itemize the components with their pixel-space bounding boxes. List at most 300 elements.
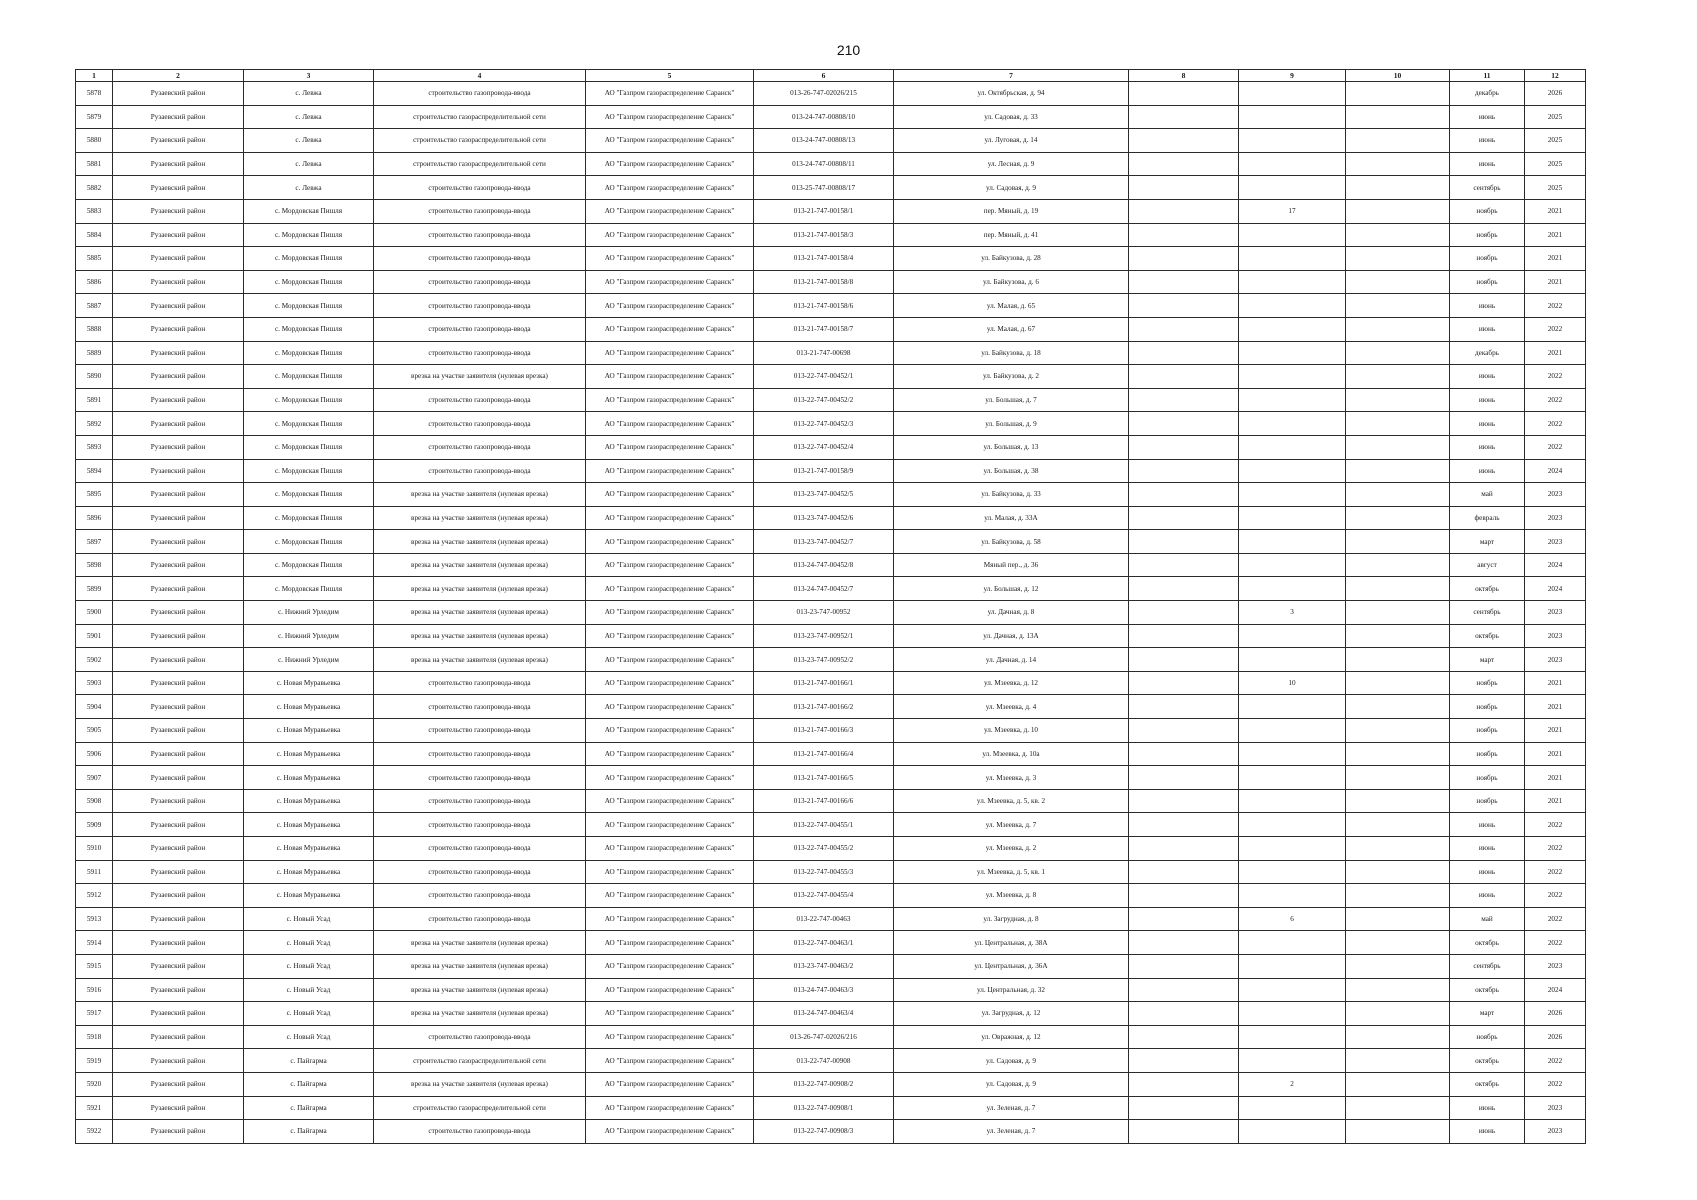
table-cell-col-3: с. Новая Муравьевка bbox=[244, 766, 374, 790]
table-cell-col-8 bbox=[1129, 1002, 1239, 1026]
table-cell-col-10 bbox=[1346, 884, 1450, 908]
table-cell-col-11: июнь bbox=[1450, 1120, 1525, 1144]
table-row bbox=[76, 82, 1586, 106]
table-cell-col-3: с. Новый Усад bbox=[244, 954, 374, 978]
table-cell-col-5: АО "Газпром газораспределение Саранск" bbox=[586, 412, 754, 436]
table-row bbox=[76, 1120, 1586, 1144]
table-cell-col-10 bbox=[1346, 294, 1450, 318]
table-cell-col-4: врезка на участке заявителя (нулевая врезка) bbox=[374, 931, 586, 955]
table-cell-col-6: 013-21-747-00698 bbox=[754, 341, 894, 365]
table-cell-col-11: сентябрь bbox=[1450, 176, 1525, 200]
table-cell-col-7: ул. Загрудная, д. 12 bbox=[894, 1002, 1129, 1026]
table-cell-col-8 bbox=[1129, 483, 1239, 507]
table-cell-col-2: Рузаевский район bbox=[113, 671, 244, 695]
table-cell-col-5: АО "Газпром газораспределение Саранск" bbox=[586, 1002, 754, 1026]
table-cell-col-7: ул. Малая, д. 67 bbox=[894, 317, 1129, 341]
table-cell-col-4: врезка на участке заявителя (нулевая врезка) bbox=[374, 624, 586, 648]
table-cell-col-8 bbox=[1129, 1072, 1239, 1096]
table-cell-col-7: пер. Мяный, д. 41 bbox=[894, 223, 1129, 247]
table-cell-col-2: Рузаевский район bbox=[113, 82, 244, 106]
table-cell-col-3: с. Пайгарма bbox=[244, 1096, 374, 1120]
table-cell-col-7: ул. Центральная, д. 38А bbox=[894, 931, 1129, 955]
table-cell-col-2: Рузаевский район bbox=[113, 435, 244, 459]
table-cell-col-6: 013-24-747-00808/11 bbox=[754, 152, 894, 176]
table-cell-col-11: сентябрь bbox=[1450, 954, 1525, 978]
table-cell-col-3: с. Левжа bbox=[244, 152, 374, 176]
table-cell-col-3: с. Мордовская Пишля bbox=[244, 412, 374, 436]
table-cell-col-11: август bbox=[1450, 553, 1525, 577]
table-cell-col-2: Рузаевский район bbox=[113, 223, 244, 247]
table-cell-col-8 bbox=[1129, 931, 1239, 955]
table-cell-col-5: АО "Газпром газораспределение Саранск" bbox=[586, 978, 754, 1002]
table-cell-col-10 bbox=[1346, 1120, 1450, 1144]
table-cell-col-12: 2024 bbox=[1525, 553, 1586, 577]
table-cell-col-7: ул. Октябрьская, д. 94 bbox=[894, 82, 1129, 106]
table-row bbox=[76, 459, 1586, 483]
table-cell-col-9 bbox=[1239, 223, 1346, 247]
table-cell-col-3: с. Левжа bbox=[244, 82, 374, 106]
table-cell-col-6: 013-21-747-00158/6 bbox=[754, 294, 894, 318]
table-cell-col-10 bbox=[1346, 483, 1450, 507]
table-cell-col-5: АО "Газпром газораспределение Саранск" bbox=[586, 860, 754, 884]
column-header-9: 9 bbox=[1239, 70, 1346, 82]
table-cell-col-12: 2022 bbox=[1525, 813, 1586, 837]
table-cell-col-5: АО "Газпром газораспределение Саранск" bbox=[586, 270, 754, 294]
table-cell-col-3: с. Мордовская Пишля bbox=[244, 577, 374, 601]
table-cell-col-2: Рузаевский район bbox=[113, 388, 244, 412]
table-row bbox=[76, 199, 1586, 223]
table-cell-col-11: февраль bbox=[1450, 506, 1525, 530]
table-cell-col-4: строительство газопровода-ввода bbox=[374, 837, 586, 861]
table-cell-col-9 bbox=[1239, 1096, 1346, 1120]
table-cell-col-10 bbox=[1346, 766, 1450, 790]
table-cell-col-3: с. Мордовская Пишля bbox=[244, 365, 374, 389]
table-cell-col-3: с. Пайгарма bbox=[244, 1072, 374, 1096]
table-cell-col-6: 013-22-747-00455/2 bbox=[754, 837, 894, 861]
table-cell-col-7: пер. Мяный, д. 19 bbox=[894, 199, 1129, 223]
table-cell-col-10 bbox=[1346, 247, 1450, 271]
table-cell-col-8 bbox=[1129, 105, 1239, 129]
table-row bbox=[76, 1096, 1586, 1120]
table-cell-col-3: с. Новая Муравьевка bbox=[244, 671, 374, 695]
table-cell-col-8 bbox=[1129, 860, 1239, 884]
table-cell-col-8 bbox=[1129, 1096, 1239, 1120]
table-row bbox=[76, 176, 1586, 200]
table-cell-col-9 bbox=[1239, 1025, 1346, 1049]
table-cell-col-3: с. Новая Муравьевка bbox=[244, 884, 374, 908]
table-row bbox=[76, 931, 1586, 955]
table-cell-col-8 bbox=[1129, 766, 1239, 790]
table-cell-col-1: 5910 bbox=[76, 837, 113, 861]
table-row bbox=[76, 978, 1586, 1002]
table-cell-col-6: 013-22-747-00452/3 bbox=[754, 412, 894, 436]
table-cell-col-10 bbox=[1346, 199, 1450, 223]
table-cell-col-2: Рузаевский район bbox=[113, 837, 244, 861]
table-cell-col-12: 2023 bbox=[1525, 1120, 1586, 1144]
table-cell-col-6: 013-21-747-00166/3 bbox=[754, 719, 894, 743]
table-cell-col-3: с. Новая Муравьевка bbox=[244, 837, 374, 861]
table-cell-col-11: май bbox=[1450, 907, 1525, 931]
table-cell-col-3: с. Мордовская Пишля bbox=[244, 341, 374, 365]
table-cell-col-3: с. Пайгарма bbox=[244, 1120, 374, 1144]
table-cell-col-7: ул. Мзеевка, д. 10а bbox=[894, 742, 1129, 766]
table-cell-col-2: Рузаевский район bbox=[113, 270, 244, 294]
table-cell-col-12: 2023 bbox=[1525, 483, 1586, 507]
table-cell-col-10 bbox=[1346, 742, 1450, 766]
table-cell-col-1: 5880 bbox=[76, 129, 113, 153]
table-cell-col-4: строительство газопровода-ввода bbox=[374, 671, 586, 695]
table-cell-col-6: 013-23-747-00452/5 bbox=[754, 483, 894, 507]
table-cell-col-12: 2024 bbox=[1525, 459, 1586, 483]
table-cell-col-11: июнь bbox=[1450, 105, 1525, 129]
table-cell-col-5: АО "Газпром газораспределение Саранск" bbox=[586, 105, 754, 129]
table-cell-col-4: врезка на участке заявителя (нулевая врезка) bbox=[374, 506, 586, 530]
table-cell-col-3: с. Нижний Урледим bbox=[244, 624, 374, 648]
column-header-6: 6 bbox=[754, 70, 894, 82]
table-cell-col-2: Рузаевский район bbox=[113, 105, 244, 129]
table-cell-col-3: с. Мордовская Пишля bbox=[244, 270, 374, 294]
table-cell-col-7: ул. Байкузова, д. 18 bbox=[894, 341, 1129, 365]
table-cell-col-7: ул. Мзеевка, д. 7 bbox=[894, 813, 1129, 837]
table-cell-col-10 bbox=[1346, 317, 1450, 341]
table-cell-col-5: АО "Газпром газораспределение Саранск" bbox=[586, 695, 754, 719]
table-row bbox=[76, 530, 1586, 554]
table-cell-col-1: 5908 bbox=[76, 789, 113, 813]
table-cell-col-8 bbox=[1129, 247, 1239, 271]
table-cell-col-7: Мяный пер., д. 36 bbox=[894, 553, 1129, 577]
table-cell-col-1: 5887 bbox=[76, 294, 113, 318]
table-cell-col-11: декабрь bbox=[1450, 341, 1525, 365]
table-cell-col-2: Рузаевский район bbox=[113, 341, 244, 365]
table-cell-col-11: ноябрь bbox=[1450, 270, 1525, 294]
table-cell-col-9 bbox=[1239, 978, 1346, 1002]
table-cell-col-12: 2023 bbox=[1525, 1096, 1586, 1120]
table-row bbox=[76, 742, 1586, 766]
table-cell-col-4: врезка на участке заявителя (нулевая врезка) bbox=[374, 601, 586, 625]
table-cell-col-11: июнь bbox=[1450, 412, 1525, 436]
table-cell-col-6: 013-21-747-00158/4 bbox=[754, 247, 894, 271]
table-cell-col-3: с. Новая Муравьевка bbox=[244, 813, 374, 837]
table-row bbox=[76, 695, 1586, 719]
table-cell-col-12: 2022 bbox=[1525, 388, 1586, 412]
table-cell-col-1: 5906 bbox=[76, 742, 113, 766]
table-cell-col-5: АО "Газпром газораспределение Саранск" bbox=[586, 388, 754, 412]
table-cell-col-8 bbox=[1129, 341, 1239, 365]
table-cell-col-11: ноябрь bbox=[1450, 199, 1525, 223]
table-cell-col-12: 2022 bbox=[1525, 860, 1586, 884]
table-cell-col-4: строительство газопровода-ввода bbox=[374, 270, 586, 294]
table-cell-col-12: 2021 bbox=[1525, 341, 1586, 365]
table-cell-col-10 bbox=[1346, 388, 1450, 412]
table-cell-col-8 bbox=[1129, 223, 1239, 247]
table-cell-col-8 bbox=[1129, 553, 1239, 577]
table-cell-col-5: АО "Газпром газораспределение Саранск" bbox=[586, 719, 754, 743]
table-cell-col-10 bbox=[1346, 978, 1450, 1002]
table-cell-col-2: Рузаевский район bbox=[113, 624, 244, 648]
table-cell-col-3: с. Мордовская Пишля bbox=[244, 483, 374, 507]
table-cell-col-2: Рузаевский район bbox=[113, 483, 244, 507]
table-cell-col-4: строительство газопровода-ввода bbox=[374, 719, 586, 743]
table-cell-col-3: с. Левжа bbox=[244, 176, 374, 200]
table-cell-col-1: 5916 bbox=[76, 978, 113, 1002]
table-cell-col-9 bbox=[1239, 1002, 1346, 1026]
table-cell-col-12: 2022 bbox=[1525, 837, 1586, 861]
table-cell-col-3: с. Мордовская Пишля bbox=[244, 506, 374, 530]
table-cell-col-6: 013-22-747-00463/1 bbox=[754, 931, 894, 955]
table-cell-col-8 bbox=[1129, 719, 1239, 743]
table-cell-col-10 bbox=[1346, 601, 1450, 625]
table-cell-col-4: врезка на участке заявителя (нулевая врезка) bbox=[374, 954, 586, 978]
table-cell-col-9 bbox=[1239, 1120, 1346, 1144]
table-cell-col-8 bbox=[1129, 294, 1239, 318]
table-cell-col-8 bbox=[1129, 789, 1239, 813]
table-cell-col-7: ул. Садовая, д. 9 bbox=[894, 1072, 1129, 1096]
table-cell-col-4: строительство газопровода-ввода bbox=[374, 1025, 586, 1049]
table-cell-col-7: ул. Центральная, д. 32 bbox=[894, 978, 1129, 1002]
table-cell-col-5: АО "Газпром газораспределение Саранск" bbox=[586, 601, 754, 625]
table-cell-col-4: строительство газопровода-ввода bbox=[374, 884, 586, 908]
table-cell-col-8 bbox=[1129, 813, 1239, 837]
table-cell-col-3: с. Новый Усад bbox=[244, 1025, 374, 1049]
table-cell-col-4: строительство газопровода-ввода bbox=[374, 341, 586, 365]
table-row bbox=[76, 624, 1586, 648]
table-cell-col-6: 013-24-747-00463/3 bbox=[754, 978, 894, 1002]
table-cell-col-9 bbox=[1239, 176, 1346, 200]
table-cell-col-6: 013-24-747-00452/8 bbox=[754, 553, 894, 577]
table-cell-col-6: 013-21-747-00166/4 bbox=[754, 742, 894, 766]
table-cell-col-11: ноябрь bbox=[1450, 742, 1525, 766]
table-cell-col-1: 5897 bbox=[76, 530, 113, 554]
table-cell-col-2: Рузаевский район bbox=[113, 247, 244, 271]
table-cell-col-12: 2021 bbox=[1525, 742, 1586, 766]
table-cell-col-7: ул. Дачная, д. 14 bbox=[894, 648, 1129, 672]
table-cell-col-5: АО "Газпром газораспределение Саранск" bbox=[586, 435, 754, 459]
table-cell-col-12: 2025 bbox=[1525, 152, 1586, 176]
table-cell-col-12: 2021 bbox=[1525, 223, 1586, 247]
table-row bbox=[76, 483, 1586, 507]
table-cell-col-11: июнь bbox=[1450, 365, 1525, 389]
table-cell-col-8 bbox=[1129, 317, 1239, 341]
table-cell-col-5: АО "Газпром газораспределение Саранск" bbox=[586, 176, 754, 200]
table-cell-col-2: Рузаевский район bbox=[113, 294, 244, 318]
table-cell-col-7: ул. Садовая, д. 33 bbox=[894, 105, 1129, 129]
table-cell-col-1: 5896 bbox=[76, 506, 113, 530]
table-cell-col-12: 2026 bbox=[1525, 1002, 1586, 1026]
table-cell-col-4: врезка на участке заявителя (нулевая врезка) bbox=[374, 648, 586, 672]
table-row bbox=[76, 884, 1586, 908]
table-cell-col-11: март bbox=[1450, 1002, 1525, 1026]
table-cell-col-8 bbox=[1129, 1025, 1239, 1049]
table-cell-col-3: с. Новая Муравьевка bbox=[244, 742, 374, 766]
table-cell-col-3: с. Мордовская Пишля bbox=[244, 223, 374, 247]
table-cell-col-6: 013-23-747-00452/6 bbox=[754, 506, 894, 530]
table-cell-col-8 bbox=[1129, 671, 1239, 695]
table-cell-col-2: Рузаевский район bbox=[113, 317, 244, 341]
table-cell-col-9 bbox=[1239, 483, 1346, 507]
table-cell-col-1: 5912 bbox=[76, 884, 113, 908]
table-cell-col-4: строительство газопровода-ввода bbox=[374, 294, 586, 318]
table-cell-col-3: с. Новая Муравьевка bbox=[244, 695, 374, 719]
table-cell-col-5: АО "Газпром газораспределение Саранск" bbox=[586, 1049, 754, 1073]
column-header-4: 4 bbox=[374, 70, 586, 82]
table-row bbox=[76, 813, 1586, 837]
table-cell-col-9: 17 bbox=[1239, 199, 1346, 223]
table-cell-col-6: 013-21-747-00158/3 bbox=[754, 223, 894, 247]
table-cell-col-3: с. Мордовская Пишля bbox=[244, 553, 374, 577]
table-cell-col-5: АО "Газпром газораспределение Саранск" bbox=[586, 884, 754, 908]
table-cell-col-5: АО "Газпром газораспределение Саранск" bbox=[586, 317, 754, 341]
table-cell-col-9 bbox=[1239, 553, 1346, 577]
table-row bbox=[76, 789, 1586, 813]
table-cell-col-1: 5899 bbox=[76, 577, 113, 601]
table-cell-col-9 bbox=[1239, 719, 1346, 743]
table-cell-col-7: ул. Большая, д. 7 bbox=[894, 388, 1129, 412]
table-cell-col-10 bbox=[1346, 506, 1450, 530]
table-cell-col-11: октябрь bbox=[1450, 931, 1525, 955]
table-cell-col-11: июнь bbox=[1450, 884, 1525, 908]
table-cell-col-10 bbox=[1346, 837, 1450, 861]
table-row bbox=[76, 719, 1586, 743]
table-cell-col-2: Рузаевский район bbox=[113, 176, 244, 200]
table-cell-col-7: ул. Большая, д. 12 bbox=[894, 577, 1129, 601]
table-cell-col-7: ул. Садовая, д. 9 bbox=[894, 176, 1129, 200]
table-row bbox=[76, 294, 1586, 318]
table-cell-col-4: строительство газораспределительной сети bbox=[374, 105, 586, 129]
table-cell-col-2: Рузаевский район bbox=[113, 1120, 244, 1144]
table-cell-col-10 bbox=[1346, 435, 1450, 459]
table-cell-col-1: 5885 bbox=[76, 247, 113, 271]
table-cell-col-5: АО "Газпром газораспределение Саранск" bbox=[586, 1072, 754, 1096]
table-body bbox=[76, 82, 1586, 1144]
table-cell-col-6: 013-21-747-00166/2 bbox=[754, 695, 894, 719]
table-cell-col-1: 5900 bbox=[76, 601, 113, 625]
table-cell-col-2: Рузаевский район bbox=[113, 648, 244, 672]
table-cell-col-5: АО "Газпром газораспределение Саранск" bbox=[586, 577, 754, 601]
table-cell-col-5: АО "Газпром газораспределение Саранск" bbox=[586, 223, 754, 247]
table-cell-col-9 bbox=[1239, 954, 1346, 978]
table-cell-col-10 bbox=[1346, 105, 1450, 129]
table-cell-col-8 bbox=[1129, 907, 1239, 931]
table-cell-col-4: врезка на участке заявителя (нулевая врезка) bbox=[374, 553, 586, 577]
table-cell-col-4: врезка на участке заявителя (нулевая врезка) bbox=[374, 365, 586, 389]
table-row bbox=[76, 954, 1586, 978]
table-cell-col-4: строительство газопровода-ввода bbox=[374, 789, 586, 813]
table-row bbox=[76, 1049, 1586, 1073]
table-cell-col-3: с. Новый Усад bbox=[244, 931, 374, 955]
table-cell-col-6: 013-26-747-02026/215 bbox=[754, 82, 894, 106]
table-cell-col-7: ул. Байкузова, д. 2 bbox=[894, 365, 1129, 389]
table-cell-col-4: строительство газораспределительной сети bbox=[374, 129, 586, 153]
table-cell-col-10 bbox=[1346, 129, 1450, 153]
table-row bbox=[76, 129, 1586, 153]
table-cell-col-8 bbox=[1129, 506, 1239, 530]
table-cell-col-5: АО "Газпром газораспределение Саранск" bbox=[586, 954, 754, 978]
table-cell-col-9: 10 bbox=[1239, 671, 1346, 695]
table-row bbox=[76, 907, 1586, 931]
table-cell-col-8 bbox=[1129, 199, 1239, 223]
table-cell-col-3: с. Пайгарма bbox=[244, 1049, 374, 1073]
table-cell-col-7: ул. Зеленая, д. 7 bbox=[894, 1120, 1129, 1144]
table-cell-col-1: 5915 bbox=[76, 954, 113, 978]
table-cell-col-1: 5889 bbox=[76, 341, 113, 365]
table-cell-col-3: с. Мордовская Пишля bbox=[244, 388, 374, 412]
column-header-1: 1 bbox=[76, 70, 113, 82]
table-cell-col-9 bbox=[1239, 270, 1346, 294]
table-cell-col-6: 013-22-747-00452/2 bbox=[754, 388, 894, 412]
table-cell-col-9 bbox=[1239, 648, 1346, 672]
table-cell-col-10 bbox=[1346, 624, 1450, 648]
table-cell-col-11: ноябрь bbox=[1450, 223, 1525, 247]
table-cell-col-5: АО "Газпром газораспределение Саранск" bbox=[586, 1120, 754, 1144]
table-cell-col-6: 013-25-747-00808/17 bbox=[754, 176, 894, 200]
table-cell-col-7: ул. Загрудная, д. 8 bbox=[894, 907, 1129, 931]
table-cell-col-10 bbox=[1346, 789, 1450, 813]
table-cell-col-6: 013-23-747-00952/2 bbox=[754, 648, 894, 672]
table-cell-col-9 bbox=[1239, 837, 1346, 861]
table-cell-col-10 bbox=[1346, 1049, 1450, 1073]
table-cell-col-10 bbox=[1346, 954, 1450, 978]
table-cell-col-3: с. Новая Муравьевка bbox=[244, 719, 374, 743]
table-cell-col-5: АО "Газпром газораспределение Саранск" bbox=[586, 199, 754, 223]
table-cell-col-7: ул. Малая, д. 65 bbox=[894, 294, 1129, 318]
column-header-3: 3 bbox=[244, 70, 374, 82]
table-cell-col-4: строительство газораспределительной сети bbox=[374, 1096, 586, 1120]
table-cell-col-10 bbox=[1346, 860, 1450, 884]
table-cell-col-6: 013-23-747-00463/2 bbox=[754, 954, 894, 978]
table-cell-col-5: АО "Газпром газораспределение Саранск" bbox=[586, 459, 754, 483]
table-cell-col-10 bbox=[1346, 530, 1450, 554]
table-cell-col-11: июнь bbox=[1450, 388, 1525, 412]
table-cell-col-1: 5884 bbox=[76, 223, 113, 247]
table-cell-col-1: 5888 bbox=[76, 317, 113, 341]
table-row bbox=[76, 766, 1586, 790]
table-cell-col-5: АО "Газпром газораспределение Саранск" bbox=[586, 82, 754, 106]
table-cell-col-5: АО "Газпром газораспределение Саранск" bbox=[586, 341, 754, 365]
table-row bbox=[76, 860, 1586, 884]
table-cell-col-11: октябрь bbox=[1450, 978, 1525, 1002]
table-cell-col-9 bbox=[1239, 129, 1346, 153]
table-cell-col-3: с. Мордовская Пишля bbox=[244, 435, 374, 459]
table-cell-col-4: строительство газопровода-ввода bbox=[374, 813, 586, 837]
table-cell-col-9 bbox=[1239, 789, 1346, 813]
table-cell-col-8 bbox=[1129, 978, 1239, 1002]
table-cell-col-4: строительство газопровода-ввода bbox=[374, 435, 586, 459]
table-cell-col-5: АО "Газпром газораспределение Саранск" bbox=[586, 129, 754, 153]
table-cell-col-1: 5918 bbox=[76, 1025, 113, 1049]
table-cell-col-4: строительство газопровода-ввода bbox=[374, 742, 586, 766]
table-row bbox=[76, 506, 1586, 530]
table-cell-col-9 bbox=[1239, 860, 1346, 884]
table-cell-col-7: ул. Большая, д. 9 bbox=[894, 412, 1129, 436]
table-cell-col-3: с. Мордовская Пишля bbox=[244, 530, 374, 554]
table-cell-col-10 bbox=[1346, 931, 1450, 955]
table-cell-col-8 bbox=[1129, 270, 1239, 294]
column-header-7: 7 bbox=[894, 70, 1129, 82]
column-header-12: 12 bbox=[1525, 70, 1586, 82]
table-cell-col-6: 013-23-747-00452/7 bbox=[754, 530, 894, 554]
table-cell-col-1: 5883 bbox=[76, 199, 113, 223]
table-cell-col-7: ул. Мзеевка, д. 10 bbox=[894, 719, 1129, 743]
table-cell-col-1: 5879 bbox=[76, 105, 113, 129]
table-cell-col-8 bbox=[1129, 648, 1239, 672]
table-cell-col-11: октябрь bbox=[1450, 624, 1525, 648]
table-cell-col-6: 013-22-747-00908/1 bbox=[754, 1096, 894, 1120]
table-cell-col-6: 013-22-747-00455/4 bbox=[754, 884, 894, 908]
table-cell-col-2: Рузаевский район bbox=[113, 695, 244, 719]
table-row bbox=[76, 105, 1586, 129]
table-cell-col-9 bbox=[1239, 766, 1346, 790]
table-cell-col-4: врезка на участке заявителя (нулевая врезка) bbox=[374, 978, 586, 1002]
